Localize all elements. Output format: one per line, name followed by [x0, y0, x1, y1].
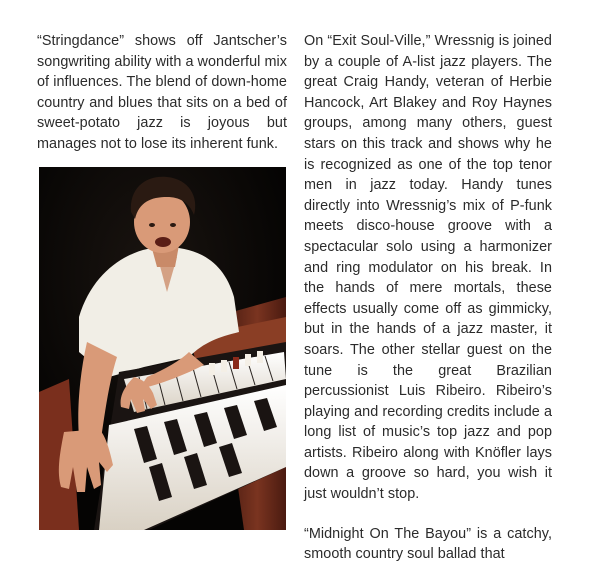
right-column-paragraph-1: On “Exit Soul-Ville,” Wressnig is joined by a couple of A-list jazz players. The great Craig Handy, veteran of Herbie Hancock, Art Blakey and Roy Haynes groups, among many others, guest stars on this track and shows why he is recognized as one of the top tenor men in jazz today. Handy tunes directly into Wressnig’s mix of P-funk meets disco-house groove with a spectacular solo using a harmonizer and ring modulator on his break. In the hands of mere mortals, these effects usually come off as gimmicky, but in the hands of a jazz master, it soars. The other stellar guest on the tune is the great Brazilian percussionist Luis Ribeiro. Ribeiro’s playing and recording credits include a long list of music’s top jazz and pop artists. Ribeiro along with Knöfler lays down a groove so hard, you wish it just wouldn’t stop. [304, 33, 552, 503]
right-column-paragraph-2: “Midnight On The Bayou” is a catchy, smooth country soul ballad that [304, 525, 552, 563]
musician-photo [39, 167, 286, 530]
left-column-paragraph: “Stringdance” shows off Jantscher’s songwriting ability with a wonderful mix of influences. The blend of down-home country and blues that sits on a bed of sweet-potato jazz is joyous but manages not to lose its inherent funk. [37, 33, 287, 152]
right-column [304, 31, 552, 565]
musician-photo-illustration [39, 167, 286, 530]
